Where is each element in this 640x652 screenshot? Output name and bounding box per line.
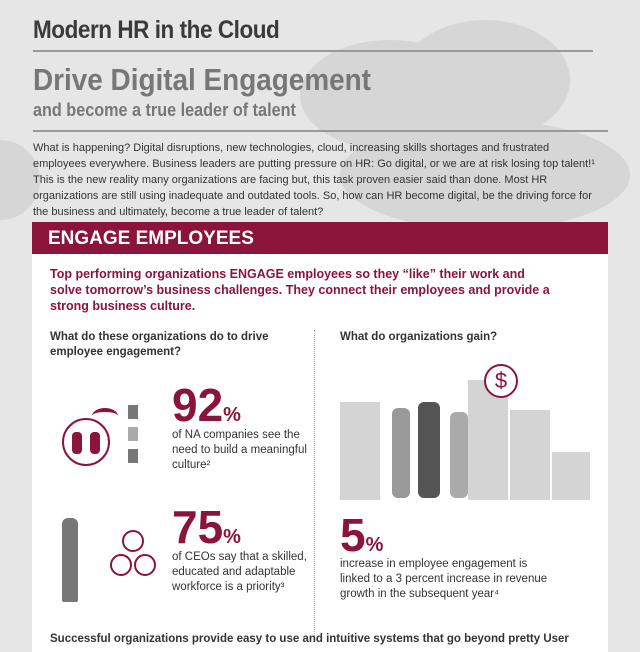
team-icon [108, 530, 160, 580]
page-title: Modern HR in the Cloud [33, 16, 280, 44]
footer-text: Successful organizations provide easy to use and intuitive systems that go beyond pretty User [50, 633, 569, 645]
section-banner: ENGAGE EMPLOYEES [32, 222, 608, 254]
handshake-icon [62, 418, 112, 468]
stat-5-text: increase in employee engagement is linked to a 3 percent increase in revenue growth in the subsequent year⁴ [340, 558, 548, 600]
divider [33, 130, 608, 132]
column-divider [314, 330, 315, 640]
cityscape-illustration [340, 380, 590, 500]
left-question: What do these organizations do to drive employee engagement? [50, 331, 269, 358]
stat-75-text: of CEOs say that a skilled, educated and adaptable workforce is a priority³ [172, 551, 307, 593]
arrow-icon [92, 408, 118, 424]
dollar-icon: $ [484, 364, 518, 398]
subheadline: and become a true leader of talent [33, 100, 296, 120]
divider [33, 50, 593, 52]
intro-paragraph: What is happening? Digital disruptions, new technologies, cloud, increasing skills shortages and frustrated employees everywhere. Business leaders are putting pressure on HR: Go digital, or we are at risk losing top talent!¹ This is the new reality many organizations are facing but, this task proven easier said than done. Most HR organizations are still using inadequate and outdated tools. So, how can HR become digital, be the driving force for the business and ultimately, become a true leader of talent? [33, 142, 595, 218]
stat-92: 92% [172, 379, 241, 431]
headline: Drive Digital Engagement [33, 62, 371, 97]
section-lead: Top performing organizations ENGAGE employees so they “like” their work and solve tomorrow’s business challenges. They connect their employees and provide a strong business culture. [50, 267, 550, 313]
presenter-icon [62, 518, 78, 602]
stat-92-text: of NA companies see the need to build a meaningful culture² [172, 429, 307, 471]
stat-75: 75% [172, 501, 241, 553]
stat-5: 5% [340, 509, 384, 561]
right-question: What do organizations gain? [340, 331, 498, 343]
